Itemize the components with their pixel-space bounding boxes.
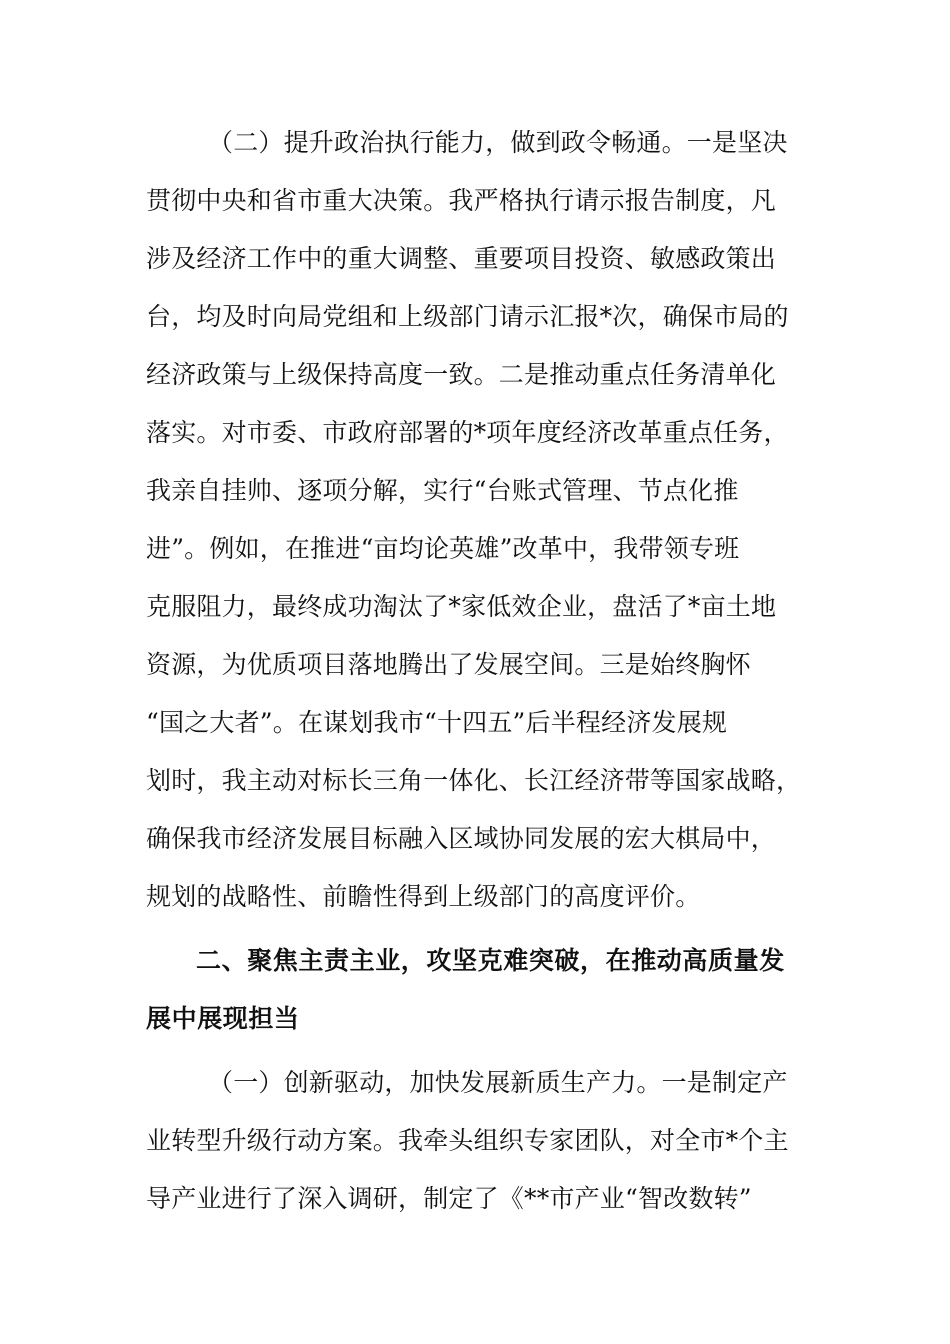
text-line: “国之大者”。在谋划我市“十四五”后半程经济发展规 xyxy=(146,708,728,737)
text-line: 确保我市经济发展目标融入区域协同发展的宏大棋局中， xyxy=(146,824,777,853)
text-line: 我亲自挂帅、逐项分解，实行“台账式管理、节点化推 xyxy=(146,476,739,505)
heading-line: 展中展现担当 xyxy=(146,1004,300,1033)
heading-line: 二、聚焦主责主业，攻坚克难突破，在推动高质量发 xyxy=(196,946,785,975)
text-line: 克服阻力，最终成功淘汰了*家低效企业，盘活了*亩土地 xyxy=(146,592,777,621)
text-line: 贯彻中央和省市重大决策。我严格执行请示报告制度，凡 xyxy=(146,186,777,215)
text-line: 进”。例如，在推进“亩均论英雄”改革中，我带领专班 xyxy=(146,534,740,563)
text-line: 落实。对市委、市政府部署的*项年度经济改革重点任务， xyxy=(146,418,789,447)
text-line: 划时，我主动对标长三角一体化、长江经济带等国家战略， xyxy=(146,766,802,795)
text-line: 导产业进行了深入调研，制定了《**市产业“智改数转” xyxy=(146,1184,752,1213)
text-line: 涉及经济工作中的重大调整、重要项目投资、敏感政策出 xyxy=(146,244,777,273)
text-line: 资源，为优质项目落地腾出了发展空间。三是始终胸怀 xyxy=(146,650,751,679)
text-line: 规划的战略性、前瞻性得到上级部门的高度评价。 xyxy=(146,882,701,911)
text-line: （二）提升政治执行能力，做到政令畅通。一是坚决 xyxy=(208,128,788,157)
text-line: （一）创新驱动，加快发展新质生产力。一是制定产 xyxy=(208,1068,788,1097)
text-line: 经济政策与上级保持高度一致。二是推动重点任务清单化 xyxy=(146,360,777,389)
text-line: 业转型升级行动方案。我牵头组织专家团队，对全市*个主 xyxy=(146,1126,789,1155)
text-line: 台，均及时向局党组和上级部门请示汇报*次，确保市局的 xyxy=(146,302,789,331)
